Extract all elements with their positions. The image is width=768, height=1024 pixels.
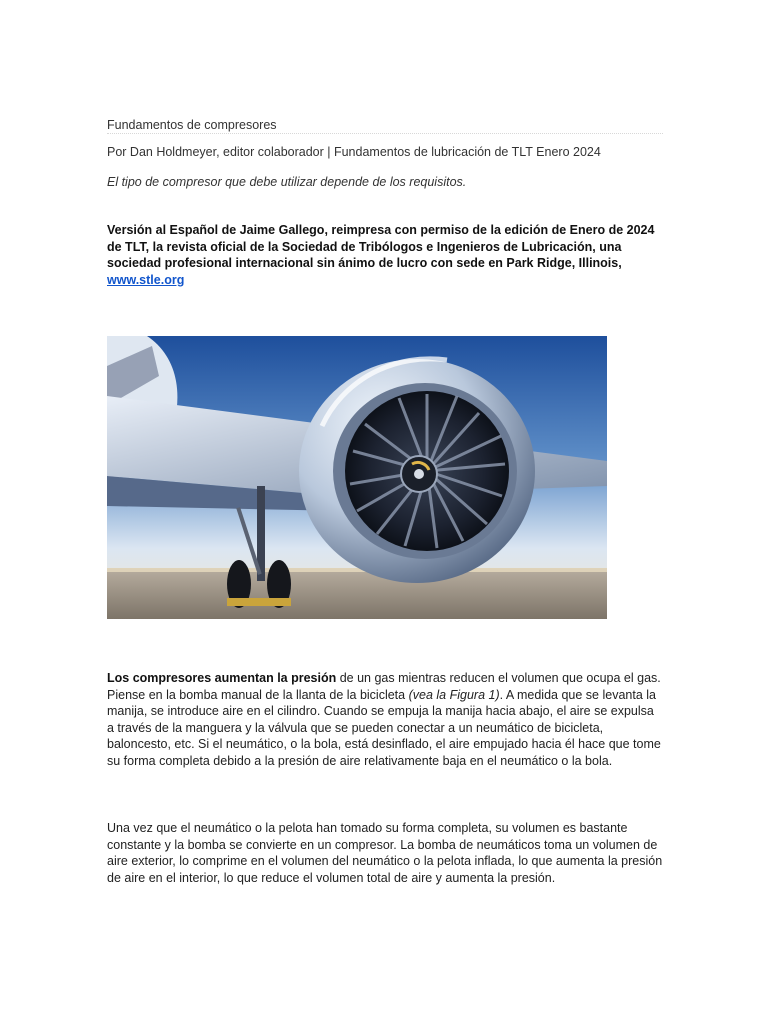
article-title: Fundamentos de compresores: [107, 118, 663, 134]
p1-text-a: de un gas mientras reducen el volumen que ocupa el gas. Piense en la bomba manual de la llanta de la bicicleta: [107, 671, 661, 702]
p1-text-b: . A medida que se levanta la manija, se introduce aire en el cilindro. Cuando se empuja la manija hacia abajo, el aire se expulsa a través de la manguera y la válvula que se pueden conectar a un neumático de bicicleta, baloncesto, etc. Si el neumático, o la bola, está desinflado, el aire empujado hacia él hace que tome su forma completa debido a la presión de aire relativamente baja en el neumático o la bola.: [107, 687, 661, 768]
p1-figure-ref: (vea la Figura 1): [408, 687, 500, 702]
article-byline: Por Dan Holdmeyer, editor colaborador | Fundamentos de lubricación de TLT Enero 2024: [107, 145, 601, 159]
jet-engine-image: [107, 336, 607, 619]
paragraph-tire-pump: Una vez que el neumático o la pelota han tomado su forma completa, su volumen es bastante constante y la bomba se convierte en un compresor. La bomba de neumáticos toma un volumen de aire exterior, lo comprime en el volumen del neumático o la pelota inflada, lo que aumenta la presión de aire en el interior, lo que reduce el volumen total de aire y aumenta la presión.: [107, 821, 663, 885]
stle-link[interactable]: www.stle.org: [107, 272, 185, 287]
translation-credits: [107, 222, 663, 288]
p1-bold-lead: Los compresores aumentan la presión: [107, 671, 337, 685]
paragraph-compressors-intro: [107, 670, 663, 769]
credits-text: Versión al Español de Jaime Gallego, reimpresa con permiso de la edición de Enero de 2024 de TLT, la revista oficial de la Sociedad de Tribólogos e Ingenieros de Lubricación, una sociedad profesional internacional sin ánimo de lucro con sede en Park Ridge, Illinois,: [107, 223, 655, 270]
article-subtitle: El tipo de compresor que debe utilizar depende de los requisitos.: [107, 175, 467, 189]
